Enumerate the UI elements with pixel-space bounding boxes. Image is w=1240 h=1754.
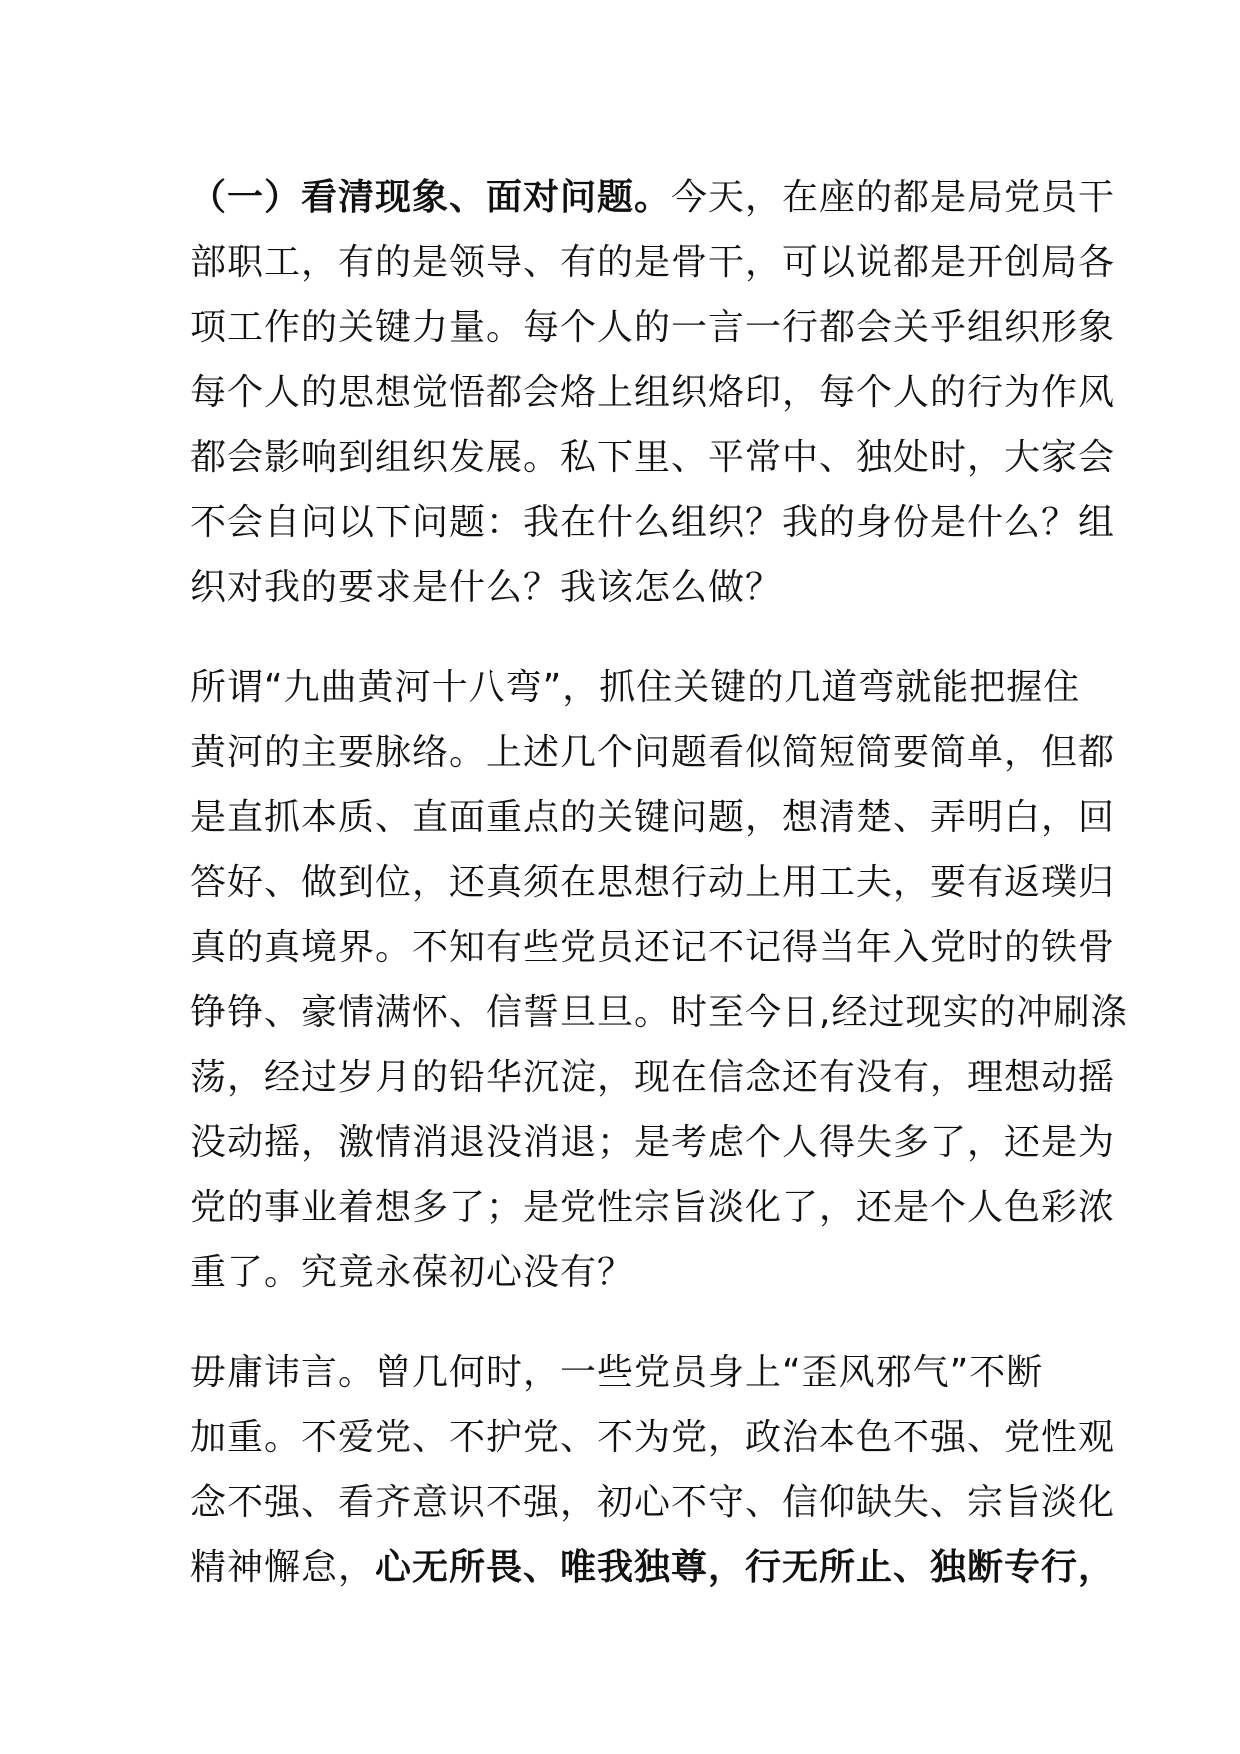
text-line xyxy=(190,915,1116,980)
paragraph-2 xyxy=(190,655,1128,1305)
text-line xyxy=(190,1340,1056,1405)
text-line xyxy=(190,1175,1116,1240)
text-line xyxy=(190,425,1116,490)
text-line xyxy=(190,555,1056,620)
text-segment: 重了。究竟永葆初心没有？ xyxy=(190,1252,635,1293)
text-segment: 每个人的思想觉悟都会烙上组织烙印，每个人的行为作风 xyxy=(190,372,1116,413)
text-segment: 项工作的关键力量。每个人的一言一行都会关乎组织形象 xyxy=(190,307,1116,348)
text-line xyxy=(190,655,1081,720)
paragraph-1 xyxy=(190,165,1116,620)
text-segment: 织对我的要求是什么？我该怎么做？ xyxy=(190,567,783,608)
text-segment: 今天，在座的都是局党员干 xyxy=(671,177,1116,218)
text-line xyxy=(190,1535,1116,1600)
text-line xyxy=(190,785,1116,850)
text-line xyxy=(190,360,1116,425)
text-line xyxy=(190,295,1116,360)
text-segment: 答好、做到位，还真须在思想行动上用工夫，要有返璞归 xyxy=(190,862,1116,903)
text-line xyxy=(190,490,1116,555)
text-line xyxy=(190,1470,1116,1535)
text-segment: 铮铮、豪情满怀、信誓旦旦。时至今日,经过现实的冲刷涤 xyxy=(190,992,1128,1033)
text-segment: 加重。不爱党、不护党、不为党，政治本色不强、党性观 xyxy=(190,1417,1116,1458)
text-line xyxy=(190,230,1116,295)
bold-text-segment: （一）看清现象、面对问题。 xyxy=(190,177,672,218)
paragraph-3 xyxy=(190,1340,1116,1600)
text-segment: 念不强、看齐意识不强，初心不守、信仰缺失、宗旨淡化 xyxy=(190,1482,1116,1523)
text-segment: 精神懈怠， xyxy=(190,1547,376,1588)
text-segment: 没动摇，激情消退没消退；是考虑个人得失多了，还是为 xyxy=(190,1122,1116,1163)
text-line xyxy=(190,1045,1116,1110)
bold-text-segment: 心无所畏、唯我独尊，行无所止、独断专行， xyxy=(375,1547,1116,1588)
text-segment: 真的真境界。不知有些党员还记不记得当年入党时的铁骨 xyxy=(190,927,1116,968)
text-line xyxy=(190,980,1128,1045)
text-segment: 黄河的主要脉络。上述几个问题看似简短简要简单，但都 xyxy=(190,732,1116,773)
text-segment: 毋庸讳言。曾几何时，一些党员身上“歪风邪气”不断 xyxy=(190,1352,1044,1393)
text-line xyxy=(190,850,1116,915)
text-segment: 荡，经过岁月的铅华沉淀，现在信念还有没有，理想动摇 xyxy=(190,1057,1116,1098)
text-segment: 都会影响到组织发展。私下里、平常中、独处时，大家会 xyxy=(190,437,1116,478)
text-line xyxy=(190,1405,1116,1470)
text-line xyxy=(190,165,1116,230)
text-line xyxy=(190,1110,1116,1175)
text-segment: 部职工，有的是领导、有的是骨干，可以说都是开创局各 xyxy=(190,242,1116,283)
text-segment: 是直抓本质、直面重点的关键问题，想清楚、弄明白，回 xyxy=(190,797,1116,838)
text-segment: 不会自问以下问题：我在什么组织？我的身份是什么？组 xyxy=(190,502,1116,543)
text-line xyxy=(190,720,1116,785)
text-segment: 所谓“九曲黄河十八弯”，抓住关键的几道弯就能把握住 xyxy=(190,667,1081,708)
text-line xyxy=(190,1240,1056,1305)
text-segment: 党的事业着想多了；是党性宗旨淡化了，还是个人色彩浓 xyxy=(190,1187,1116,1228)
document-page xyxy=(190,165,1128,1600)
